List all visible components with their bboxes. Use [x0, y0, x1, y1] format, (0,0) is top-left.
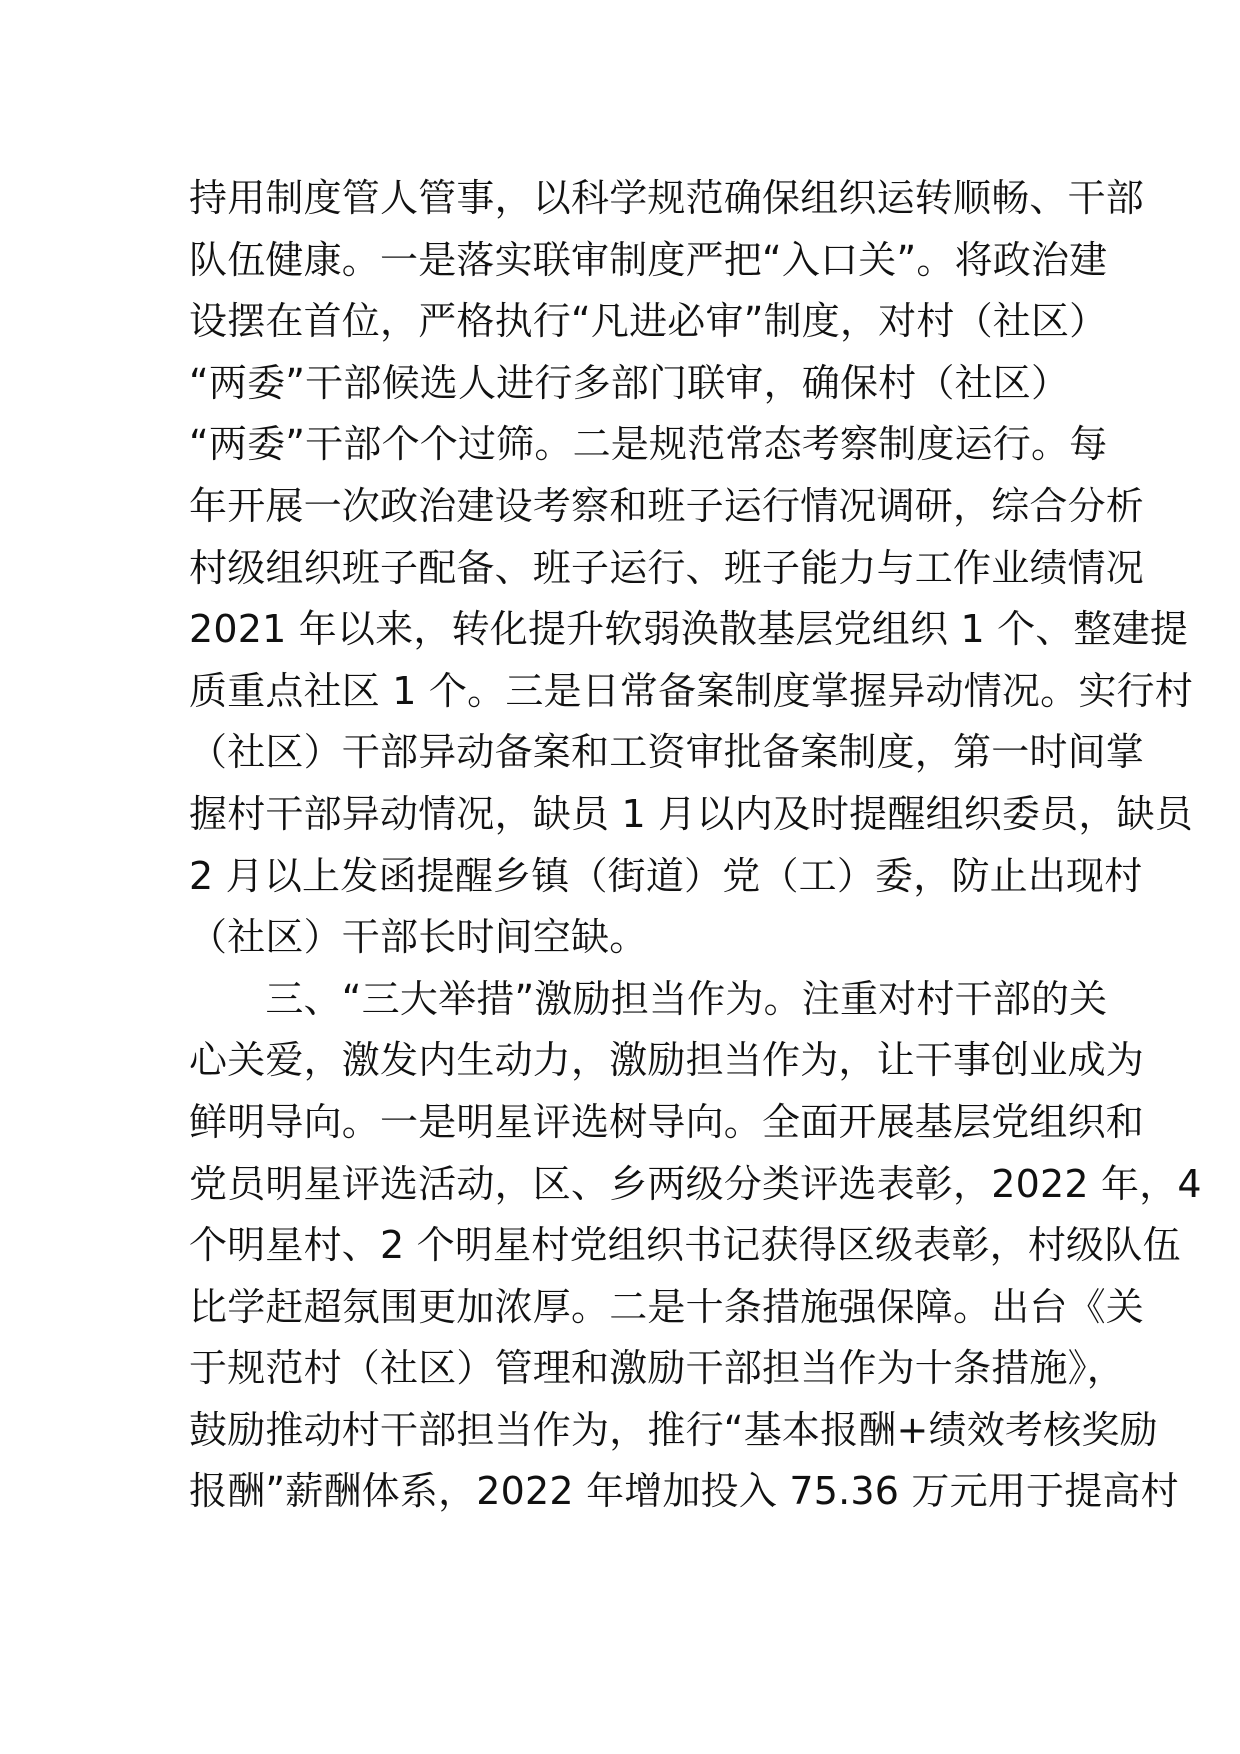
- text-line: 于规范村（社区）管理和激励干部担当作为十条措施》，: [189, 1346, 1126, 1391]
- text-line: “两委”干部候选人进行多部门联审，确保村（社区）: [189, 360, 1070, 405]
- text-line: 村级组织班子配备、班子运行、班子能力与工作业绩情况: [189, 545, 1145, 590]
- text-line: 队伍健康。一是落实联审制度严把“入口关”。将政治建: [189, 237, 1108, 282]
- text-line: 设摆在首位，严格执行“凡进必审”制度，对村（社区）: [189, 299, 1108, 344]
- text-line: “两委”干部个个过筛。二是规范常态考察制度运行。每: [189, 422, 1108, 467]
- section-heading-line: 三、“三大举措”激励担当作为。注重对村干部的关: [189, 976, 1108, 1021]
- text-line: 质重点社区 1 个。三是日常备案制度掌握异动情况。实行村: [189, 668, 1193, 713]
- body-text: [189, 168, 1202, 1523]
- text-line: 2021 年以来，转化提升软弱涣散基层党组织 1 个、整建提: [189, 607, 1189, 652]
- text-line: 持用制度管人管事，以科学规范确保组织运转顺畅、干部: [189, 176, 1145, 220]
- text-line: 心关爱，激发内生动力，激励担当作为，让干事创业成为: [189, 1038, 1145, 1083]
- text-line: 比学赶超氛围更加浓厚。二是十条措施强保障。出台《关: [189, 1284, 1145, 1329]
- text-line: 个明星村、2 个明星村党组织书记获得区级表彰，村级队伍: [189, 1223, 1181, 1268]
- text-line: 鼓励推动村干部担当作为，推行“基本报酬+绩效考核奖励: [189, 1407, 1158, 1452]
- text-line: 2 月以上发函提醒乡镇（街道）党（工）委，防止出现村: [189, 853, 1143, 898]
- text-line: （社区）干部异动备案和工资审批备案制度，第一时间掌: [189, 730, 1145, 775]
- text-line: 年开展一次政治建设考察和班子运行情况调研，综合分析: [189, 483, 1145, 528]
- text-line: 握村干部异动情况，缺员 1 月以内及时提醒组织委员，缺员: [189, 791, 1193, 836]
- text-line: 鲜明导向。一是明星评选树导向。全面开展基层党组织和: [189, 1099, 1145, 1144]
- text-line: 报酬”薪酬体系，2022 年增加投入 75.36 万元用于提高村: [189, 1469, 1179, 1514]
- paragraph-end-line: （社区）干部长时间空缺。: [189, 915, 648, 960]
- text-line: 党员明星评选活动，区、乡两级分类评选表彰，2022 年，4: [189, 1161, 1202, 1206]
